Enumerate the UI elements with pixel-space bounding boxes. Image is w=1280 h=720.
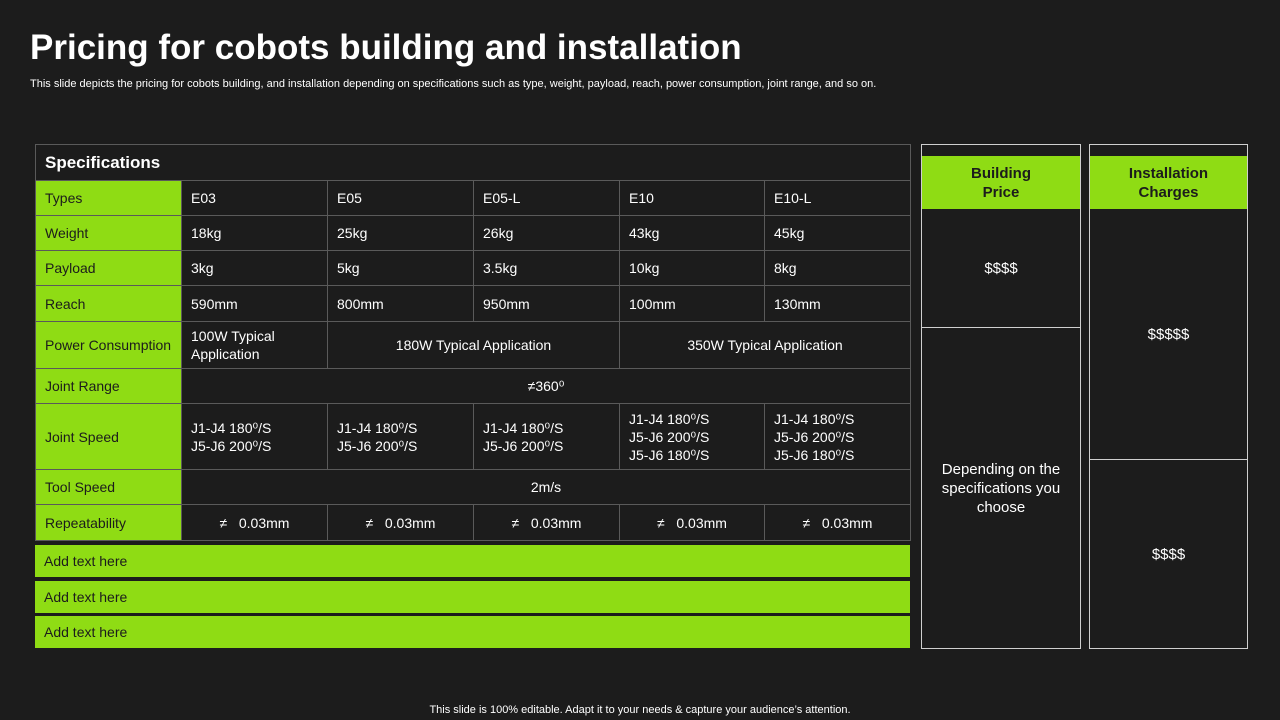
building-price-value: $$$$ [984,259,1018,277]
note-bar[interactable]: Add text here [35,616,910,648]
table-cell [474,404,620,470]
table-row-repeatability [36,505,911,541]
cell-line: J5-J6 200⁰/S [483,437,564,454]
table-cell: ≠ 0.03mm [328,505,474,541]
table-cell: 10kg [620,251,765,286]
row-label-joint-speed: Joint Speed [36,404,182,470]
table-cell: 8kg [765,251,911,286]
table-cell: 350W Typical Application [620,322,911,369]
row-label-repeatability: Repeatability [36,505,182,541]
table-cell: E05 [328,181,474,216]
installation-price-value-2: $$$$ [1151,545,1186,563]
table-cell: 180W Typical Application [328,322,620,369]
table-row-weight [36,216,911,251]
cell-line: J5-J6 180⁰/S [629,446,710,463]
table-cell: 130mm [765,286,911,322]
table-cell: 43kg [620,216,765,251]
cell-line: J5-J6 180⁰/S [774,446,855,463]
page-title: Pricing for cobots building and installation [30,28,742,67]
cell-line: J1-J4 180⁰/S [774,410,855,427]
table-row-tool-speed [36,470,911,505]
table-cell: ≠ 0.03mm [474,505,620,541]
installation-charges-header [1090,156,1247,209]
table-cell: 5kg [328,251,474,286]
cell-line: J5-J6 200⁰/S [774,428,855,445]
row-label-joint-range: Joint Range [36,369,182,404]
specifications-header: Specifications [36,145,911,181]
table-cell: 100mm [620,286,765,322]
table-cell: ≠360⁰ [182,369,911,404]
table-cell: 26kg [474,216,620,251]
footer-note: This slide is 100% editable. Adapt it to your needs & capture your audience’s attention. [429,704,851,716]
specifications-table-container [35,144,910,541]
table-row-joint-speed [36,404,911,470]
row-label-weight: Weight [36,216,182,251]
table-row-power [36,322,911,369]
table-cell: 3.5kg [474,251,620,286]
table-row-joint-range [36,369,911,404]
table-cell: 100W Typical Application [182,322,328,369]
table-header-row [36,145,911,181]
building-price-header-label: Building Price [971,164,1031,201]
building-price-note: Depending on the specifications you choose [941,460,1061,516]
table-cell: 3kg [182,251,328,286]
row-label-reach: Reach [36,286,182,322]
note-bar[interactable]: Add text here [35,581,910,613]
table-cell: ≠ 0.03mm [765,505,911,541]
table-cell: ≠ 0.03mm [182,505,328,541]
installation-charges-header-label: Installation Charges [1128,164,1209,201]
table-row-payload [36,251,911,286]
row-label-power: Power Consumption [36,322,182,369]
table-cell: ≠ 0.03mm [620,505,765,541]
table-cell: 2m/s [182,470,911,505]
cell-line: J1-J4 180⁰/S [629,410,710,427]
cell-line: J5-J6 200⁰/S [191,437,272,454]
table-row-types [36,181,911,216]
row-label-payload: Payload [36,251,182,286]
table-cell [765,404,911,470]
table-cell: E10 [620,181,765,216]
cell-line: J5-J6 200⁰/S [629,428,710,445]
table-cell: 25kg [328,216,474,251]
table-cell: E03 [182,181,328,216]
table-row-reach [36,286,911,322]
table-cell: 800mm [328,286,474,322]
cell-line: J1-J4 180⁰/S [191,419,272,436]
specifications-table [35,144,911,541]
cell-line: J5-J6 200⁰/S [337,437,418,454]
table-cell [620,404,765,470]
table-cell: 590mm [182,286,328,322]
table-cell: 45kg [765,216,911,251]
table-cell: E10-L [765,181,911,216]
building-price-column [921,144,1081,649]
table-cell: 18kg [182,216,328,251]
installation-price-value-1: $$$$$ [1147,325,1190,343]
page-subtitle: This slide depicts the pricing for cobots building, and installation depending on specifications such as type, weight, payload, reach, power consumption, joint range, and so on. [30,78,877,90]
row-label-types: Types [36,181,182,216]
table-cell: 950mm [474,286,620,322]
table-cell [328,404,474,470]
building-price-header [922,156,1080,209]
installation-charges-column [1089,144,1248,649]
table-cell: E05-L [474,181,620,216]
table-cell [182,404,328,470]
note-bar[interactable]: Add text here [35,545,910,577]
cell-line: J1-J4 180⁰/S [483,419,564,436]
cell-line: J1-J4 180⁰/S [337,419,418,436]
row-label-tool-speed: Tool Speed [36,470,182,505]
